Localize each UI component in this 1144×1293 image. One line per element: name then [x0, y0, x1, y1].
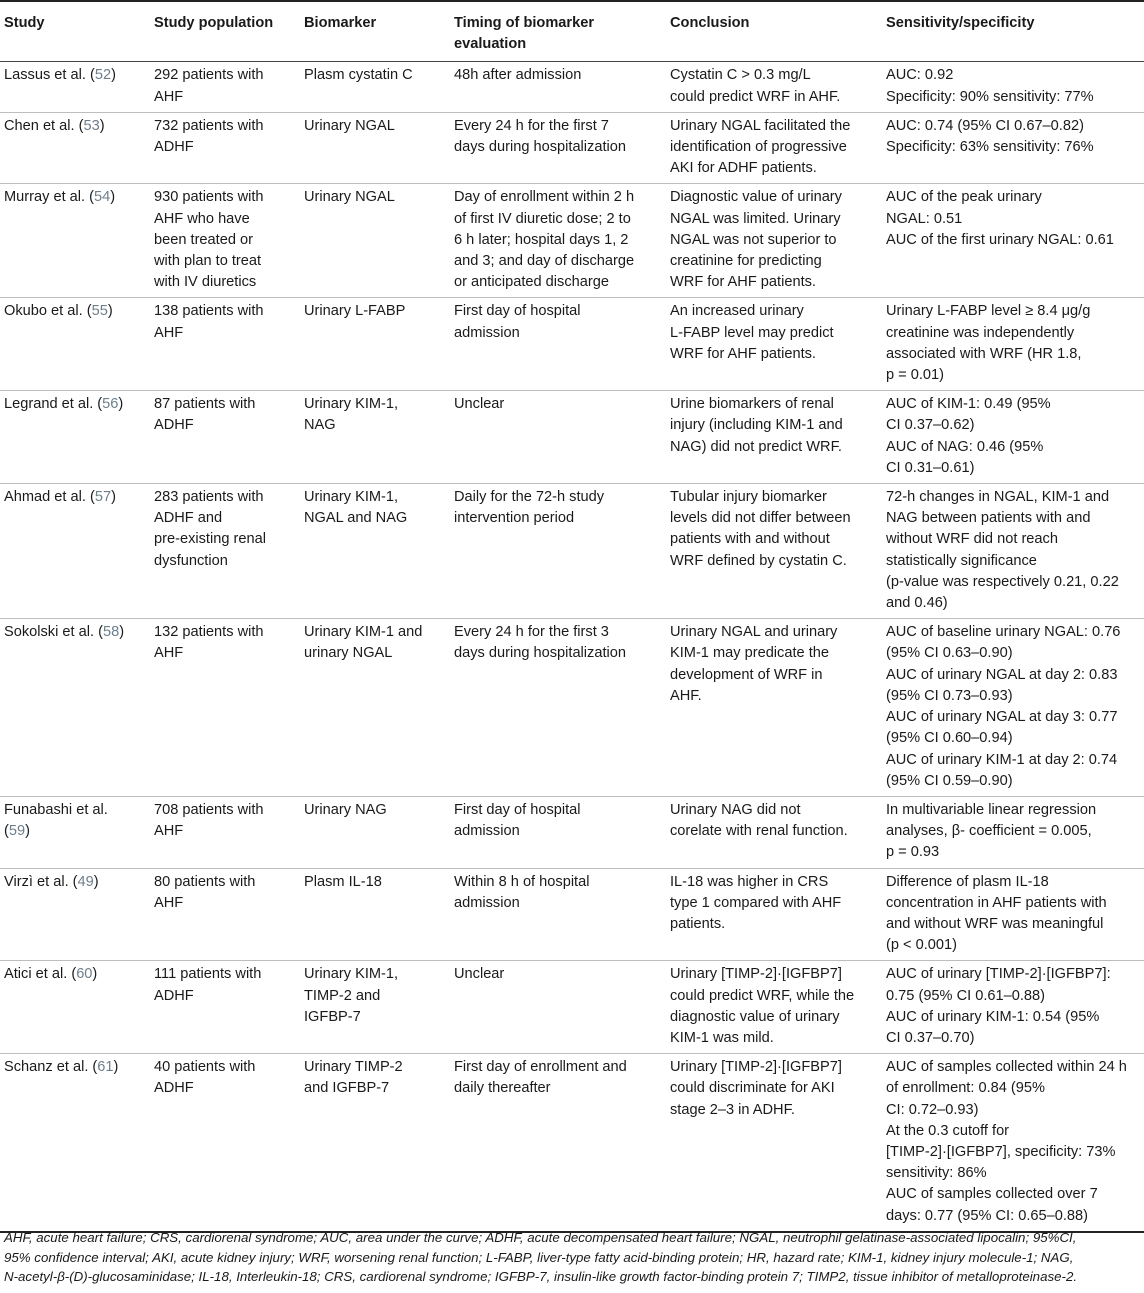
cell-text-line: CI 0.31–0.61)	[886, 459, 975, 476]
study-paren-close: )	[25, 823, 30, 840]
study-name-line	[4, 800, 146, 821]
cell-text-line: levels did not differ between	[670, 510, 851, 527]
biomarker-cell	[300, 62, 450, 112]
header-sensitivity-specificity: Sensitivity/specificity	[882, 1, 1144, 62]
cell-text-line: Urinary L-FABP level ≥ 8.4 μg/g	[886, 303, 1091, 320]
cell-text-line: (95% CI 0.60–0.94)	[886, 730, 1013, 747]
study-cell	[0, 484, 150, 619]
header-timing-line: Timing of biomarker	[454, 15, 595, 31]
cell-text-line: intervention period	[454, 510, 575, 527]
cell-text-line: associated with WRF (HR 1.8,	[886, 345, 1082, 362]
cell-text-line: Urinary L-FABP	[304, 303, 406, 320]
conclusion-cell	[666, 961, 882, 1054]
cell-text-line: Plasm IL-18	[304, 873, 382, 890]
conclusion-cell	[666, 1054, 882, 1232]
sensitivity-specificity-cell	[882, 391, 1144, 484]
cell-text-line: days: 0.77 (95% CI: 0.65–0.88)	[886, 1207, 1089, 1224]
table-row	[0, 484, 1144, 619]
cell-text-line: NGAL was limited. Urinary	[670, 210, 841, 227]
footnote-line: AHF, acute heart failure; CRS, cardiorenal syndrome; AUC, area under the curve; ADHF, acute decompensated heart failure; NGAL, neutrophil gelatinase-associated lipocalin; 95%CI,	[4, 1230, 1077, 1245]
header-study: Study	[0, 1, 150, 62]
cell-text-line: type 1 compared with AHF	[670, 894, 842, 911]
cell-text-line: admission	[454, 324, 520, 341]
timing-cell	[450, 184, 666, 298]
study-cell	[0, 961, 150, 1054]
cell-text-line: analyses, β- coefficient = 0.005,	[886, 823, 1092, 840]
cell-text-line: WRF for AHF patients.	[670, 345, 816, 362]
study-cell	[0, 298, 150, 391]
study-population-cell	[150, 1054, 300, 1232]
timing-cell	[450, 298, 666, 391]
cell-text-line: NAG between patients with and	[886, 510, 1091, 527]
cell-text-line: Urinary NGAL facilitated the	[670, 117, 851, 134]
cell-text-line: Within 8 h of hospital	[454, 873, 590, 890]
conclusion-cell	[666, 868, 882, 961]
sensitivity-specificity-cell	[882, 298, 1144, 391]
biomarker-cell	[300, 298, 450, 391]
cell-text-line: 72-h changes in NGAL, KIM-1 and	[886, 489, 1110, 506]
biomarker-cell	[300, 619, 450, 797]
cell-text-line: CI 0.37–0.70)	[886, 1029, 975, 1046]
cell-text-line: WRF for AHF patients.	[670, 274, 816, 291]
biomarker-cell	[300, 391, 450, 484]
cell-text-line: AUC of urinary [TIMP-2]·[IGFBP7]:	[886, 966, 1111, 983]
reference-link[interactable]: 58	[102, 624, 120, 641]
cell-text-line: NAG	[304, 417, 336, 434]
study-population-cell	[150, 484, 300, 619]
cell-text-line: 80 patients with	[154, 873, 256, 890]
cell-text-line: 930 patients with	[154, 189, 264, 206]
biomarker-cell	[300, 796, 450, 868]
study-population-cell	[150, 868, 300, 961]
cell-text-line: L-FABP level may predict	[670, 324, 834, 341]
cell-text-line: days during hospitalization	[454, 139, 626, 156]
sensitivity-specificity-cell	[882, 184, 1144, 298]
cell-text-line: statistically significance	[886, 552, 1037, 569]
cell-text-line: could predict WRF in AHF.	[670, 88, 841, 105]
reference-link[interactable]: 61	[97, 1059, 114, 1076]
cell-text-line: 6 h later; hospital days 1, 2	[454, 231, 629, 248]
cell-text-line: ADHF	[154, 1080, 194, 1097]
study-cell	[0, 62, 150, 112]
table-row	[0, 868, 1144, 961]
timing-cell	[450, 62, 666, 112]
cell-text-line: NAG) did not predict WRF.	[670, 438, 842, 455]
cell-text-line: patients with and without	[670, 531, 830, 548]
study-paren-close: )	[118, 396, 124, 413]
cell-text-line: AUC of baseline urinary NGAL: 0.76	[886, 624, 1121, 641]
sensitivity-specificity-cell	[882, 1054, 1144, 1232]
study-paren-close: )	[93, 873, 99, 890]
cell-text-line: 132 patients with	[154, 624, 264, 641]
cell-text-line: without WRF did not reach	[886, 531, 1058, 548]
biomarker-cell	[300, 1054, 450, 1232]
cell-text-line: ADHF and	[154, 510, 223, 527]
biomarker-cell	[300, 484, 450, 619]
cell-text-line: AUC of urinary KIM-1 at day 2: 0.74	[886, 751, 1118, 768]
timing-cell	[450, 391, 666, 484]
cell-text-line: 283 patients with	[154, 489, 264, 506]
cell-text-line: Urinary NGAL	[304, 117, 395, 134]
study-name: Virzì et al. (	[4, 873, 78, 890]
biomarker-cell	[300, 112, 450, 184]
sensitivity-specificity-cell	[882, 961, 1144, 1054]
cell-text-line: An increased urinary	[670, 303, 804, 320]
cell-text-line: Urinary NGAL	[304, 189, 395, 206]
cell-text-line: 40 patients with	[154, 1059, 256, 1076]
cell-text-line: Urinary NGAL and urinary	[670, 624, 838, 641]
study-name: Legrand et al. (	[4, 396, 103, 413]
cell-text-line: Unclear	[454, 966, 505, 983]
study-cell	[0, 868, 150, 961]
table-row	[0, 298, 1144, 391]
cell-text-line: AUC of urinary KIM-1: 0.54 (95%	[886, 1008, 1100, 1025]
header-biomarker: Biomarker	[300, 1, 450, 62]
cell-text-line: AUC of urinary NGAL at day 2: 0.83	[886, 666, 1118, 683]
cell-text-line: development of WRF in	[670, 666, 823, 683]
cell-text-line: ADHF	[154, 987, 194, 1004]
cell-text-line: Urinary TIMP-2	[304, 1059, 403, 1076]
cell-text-line: CI 0.37–0.62)	[886, 417, 975, 434]
cell-text-line: Every 24 h for the first 7	[454, 117, 609, 134]
cell-text-line: AUC of samples collected over 7	[886, 1186, 1098, 1203]
cell-text-line: diagnostic value of urinary	[670, 1008, 840, 1025]
cell-text-line: pre-existing renal	[154, 531, 266, 548]
cell-text-line: 48h after admission	[454, 67, 582, 84]
study-cell	[0, 112, 150, 184]
sensitivity-specificity-cell	[882, 484, 1144, 619]
timing-cell	[450, 961, 666, 1054]
cell-text-line: AUC: 0.74 (95% CI 0.67–0.82)	[886, 117, 1084, 134]
cell-text-line: 87 patients with	[154, 396, 256, 413]
cell-text-line: AUC of NAG: 0.46 (95%	[886, 438, 1044, 455]
cell-text-line: (p-value was respectively 0.21, 0.22	[886, 573, 1119, 590]
table-row	[0, 62, 1144, 112]
cell-text-line: ADHF	[154, 139, 194, 156]
timing-cell	[450, 619, 666, 797]
cell-text-line: Daily for the 72-h study	[454, 489, 605, 506]
study-name-line	[4, 1057, 146, 1078]
study-name-line	[4, 872, 146, 893]
reference-link[interactable]: 53	[83, 117, 100, 134]
study-cell	[0, 619, 150, 797]
timing-cell	[450, 1054, 666, 1232]
study-name: Murray et al. (	[4, 189, 95, 206]
cell-text-line: corelate with renal function.	[670, 823, 848, 840]
cell-text-line: KIM-1 may predicate the	[670, 645, 829, 662]
footnote-line: 95% confidence interval; AKI, acute kidney injury; WRF, worsening renal function; L-FABP, liver-type fatty acid-binding protein; HR, hazard rate; KIM-1, kidney injury molecule-1; NAG,	[4, 1249, 1074, 1265]
cell-text-line: AUC of the first urinary NGAL: 0.61	[886, 231, 1114, 248]
cell-text-line: with plan to treat	[154, 253, 262, 270]
study-population-cell	[150, 961, 300, 1054]
cell-text-line: AHF	[154, 894, 184, 911]
cell-text-line: In multivariable linear regression	[886, 801, 1097, 818]
study-paren-close: )	[110, 189, 116, 206]
header-study-population: Study population	[150, 1, 300, 62]
cell-text-line: NGAL was not superior to	[670, 231, 837, 248]
cell-text-line: injury (including KIM-1 and	[670, 417, 843, 434]
sensitivity-specificity-cell	[882, 112, 1144, 184]
study-name-line	[4, 301, 146, 322]
header-timing-line: evaluation	[454, 36, 527, 53]
cell-text-line: Urinary [TIMP-2]·[IGFBP7]	[670, 966, 842, 983]
cell-text-line: and 0.46)	[886, 595, 948, 612]
cell-text-line: AUC of KIM-1: 0.49 (95%	[886, 396, 1051, 413]
cell-text-line: 732 patients with	[154, 117, 264, 134]
cell-text-line: and 3; and day of discharge	[454, 253, 635, 270]
table-row	[0, 1054, 1144, 1232]
study-name-line	[4, 394, 146, 415]
reference-link[interactable]: 54	[94, 189, 111, 206]
header-conclusion: Conclusion	[666, 1, 882, 62]
cell-text-line: admission	[454, 823, 520, 840]
study-population-cell	[150, 298, 300, 391]
cell-text-line: (95% CI 0.73–0.93)	[886, 687, 1013, 704]
cell-text-line: At the 0.3 cutoff for	[886, 1122, 1010, 1139]
biomarker-cell	[300, 961, 450, 1054]
study-cell	[0, 796, 150, 868]
cell-text-line: AHF who have	[154, 210, 250, 227]
study-name: Funabashi et al.	[4, 801, 108, 818]
cell-text-line: Urinary NAG	[304, 801, 387, 818]
reference-link[interactable]: 49	[77, 873, 94, 890]
study-name: Chen et al. (	[4, 117, 84, 134]
cell-text-line: IL-18 was higher in CRS	[670, 873, 829, 890]
cell-text-line: p = 0.93	[886, 844, 940, 861]
cell-text-line: stage 2–3 in ADHF.	[670, 1101, 795, 1118]
cell-text-line: Specificity: 63% sensitivity: 76%	[886, 139, 1094, 156]
cell-text-line: [TIMP-2]·[IGFBP7], specificity: 73%	[886, 1143, 1116, 1160]
cell-text-line: WRF defined by cystatin C.	[670, 552, 847, 569]
table-row	[0, 112, 1144, 184]
header-timing	[450, 1, 666, 62]
cell-text-line: identification of progressive	[670, 139, 847, 156]
study-name-line	[4, 187, 146, 208]
cell-text-line: Urinary KIM-1,	[304, 489, 399, 506]
cell-text-line: 292 patients with	[154, 67, 264, 84]
study-paren-close: )	[119, 624, 125, 641]
conclusion-cell	[666, 391, 882, 484]
study-paren-close: )	[111, 67, 116, 84]
cell-text-line: AUC of urinary NGAL at day 3: 0.77	[886, 709, 1118, 726]
study-population-cell	[150, 62, 300, 112]
table-footnote	[4, 1228, 1140, 1287]
conclusion-cell	[666, 796, 882, 868]
study-population-cell	[150, 619, 300, 797]
study-population-cell	[150, 391, 300, 484]
sensitivity-specificity-cell	[882, 619, 1144, 797]
conclusion-cell	[666, 298, 882, 391]
cell-text-line: Diagnostic value of urinary	[670, 189, 842, 206]
cell-text-line: AUC of samples collected within 24 h	[886, 1059, 1127, 1076]
cell-text-line: daily thereafter	[454, 1080, 551, 1097]
table-row	[0, 619, 1144, 797]
cell-text-line: Urinary NAG did not	[670, 801, 801, 818]
sensitivity-specificity-cell	[882, 868, 1144, 961]
cell-text-line: could discriminate for AKI	[670, 1080, 835, 1097]
study-name-line	[4, 487, 146, 508]
cell-text-line: Urinary [TIMP-2]·[IGFBP7]	[670, 1059, 842, 1076]
table-body	[0, 62, 1144, 1232]
study-name: Atici et al. (	[4, 966, 77, 983]
cell-text-line: or anticipated discharge	[454, 274, 609, 291]
cell-text-line: Urinary KIM-1 and	[304, 624, 423, 641]
study-population-cell	[150, 112, 300, 184]
cell-text-line: Specificity: 90% sensitivity: 77%	[886, 88, 1094, 105]
timing-cell	[450, 112, 666, 184]
cell-text-line: KIM-1 was mild.	[670, 1029, 774, 1046]
cell-text-line: of first IV diuretic dose; 2 to	[454, 210, 631, 227]
cell-text-line: and without WRF was meaningful	[886, 915, 1104, 932]
table-row	[0, 184, 1144, 298]
cell-text-line: AHF.	[670, 687, 702, 704]
cell-text-line: AHF	[154, 823, 184, 840]
study-paren-close: )	[92, 966, 98, 983]
cell-text-line: AKI for ADHF patients.	[670, 160, 817, 177]
cell-text-line: Day of enrollment within 2 h	[454, 189, 635, 206]
study-name-line	[4, 65, 146, 86]
study-name-line	[4, 116, 146, 137]
cell-text-line: creatinine was independently	[886, 324, 1075, 341]
timing-cell	[450, 796, 666, 868]
study-name: Ahmad et al. (	[4, 489, 95, 506]
conclusion-cell	[666, 619, 882, 797]
cell-text-line: Urinary KIM-1,	[304, 396, 399, 413]
study-paren-close: )	[111, 489, 116, 506]
biomarker-cell	[300, 868, 450, 961]
table-row	[0, 961, 1144, 1054]
cell-text-line: NGAL: 0.51	[886, 210, 963, 227]
cell-text-line: Urine biomarkers of renal	[670, 396, 834, 413]
sensitivity-specificity-cell	[882, 62, 1144, 112]
cell-text-line: Every 24 h for the first 3	[454, 624, 609, 641]
study-name: Lassus et al. (	[4, 67, 95, 84]
cell-text-line: of enrollment: 0.84 (95%	[886, 1080, 1045, 1097]
cell-text-line: 138 patients with	[154, 303, 264, 320]
study-name-line	[4, 622, 146, 643]
cell-text-line: days during hospitalization	[454, 645, 626, 662]
cell-text-line: ADHF	[154, 417, 194, 434]
cell-text-line: Unclear	[454, 396, 505, 413]
footnote-line: N-acetyl-β-(D)-glucosaminidase; IL-18, Interleukin-18; CRS, cardiorenal syndrome; IGFBP-7, insulin-like growth factor-binding protein 7; TIMP2, tissue inhibitor of metalloproteinase-2.	[4, 1269, 1078, 1284]
cell-text-line: First day of hospital	[454, 303, 581, 320]
cell-text-line: AHF	[154, 88, 184, 105]
study-name-line	[4, 964, 146, 985]
cell-text-line: sensitivity: 86%	[886, 1165, 987, 1182]
cell-text-line: could predict WRF, while the	[670, 987, 855, 1004]
conclusion-cell	[666, 484, 882, 619]
sensitivity-specificity-cell	[882, 796, 1144, 868]
timing-cell	[450, 868, 666, 961]
cell-text-line: 111 patients with	[154, 966, 262, 983]
study-cell	[0, 391, 150, 484]
cell-text-line: Difference of plasm IL-18	[886, 873, 1049, 890]
cell-text-line: IGFBP-7	[304, 1008, 361, 1025]
cell-text-line: TIMP-2 and	[304, 987, 381, 1004]
cell-text-line: urinary NGAL	[304, 645, 393, 662]
cell-text-line: First day of enrollment and	[454, 1059, 627, 1076]
cell-text-line: with IV diuretics	[154, 274, 257, 291]
timing-cell	[450, 484, 666, 619]
table-row	[0, 391, 1144, 484]
biomarker-cell	[300, 184, 450, 298]
cell-text-line: and IGFBP-7	[304, 1080, 390, 1097]
table-row	[0, 796, 1144, 868]
study-name: Sokolski et al. (	[4, 624, 103, 641]
cell-text-line: Tubular injury biomarker	[670, 489, 827, 506]
study-name: Okubo et al. (	[4, 303, 92, 320]
study-paren-open: (	[4, 823, 9, 840]
reference-link[interactable]: 55	[91, 303, 108, 320]
study-paren-close: )	[113, 1059, 119, 1076]
study-cell	[0, 184, 150, 298]
conclusion-cell	[666, 112, 882, 184]
cell-text-line: CI: 0.72–0.93)	[886, 1101, 979, 1118]
conclusion-cell	[666, 184, 882, 298]
study-paren-close: )	[107, 303, 113, 320]
table-header	[0, 1, 1144, 62]
study-population-cell	[150, 184, 300, 298]
study-name-line	[4, 821, 146, 842]
reference-link[interactable]: 60	[76, 966, 93, 983]
cell-text-line: concentration in AHF patients with	[886, 894, 1107, 911]
reference-link[interactable]: 56	[102, 396, 119, 413]
cell-text-line: (p < 0.001)	[886, 937, 957, 954]
reference-link[interactable]: 52	[94, 67, 112, 84]
study-population-cell	[150, 796, 300, 868]
cell-text-line: Cystatin C > 0.3 mg/L	[670, 67, 811, 84]
reference-link[interactable]: 57	[94, 489, 112, 506]
cell-text-line: dysfunction	[154, 552, 228, 569]
cell-text-line: (95% CI 0.59–0.90)	[886, 772, 1013, 789]
cell-text-line: Urinary KIM-1,	[304, 966, 399, 983]
cell-text-line: 708 patients with	[154, 801, 264, 818]
cell-text-line: AHF	[154, 324, 184, 341]
study-paren-close: )	[99, 117, 105, 134]
cell-text-line: p = 0.01)	[886, 367, 945, 384]
cell-text-line: AHF	[154, 645, 184, 662]
cell-text-line: 0.75 (95% CI 0.61–0.88)	[886, 987, 1046, 1004]
cell-text-line: creatinine for predicting	[670, 253, 822, 270]
cell-text-line: admission	[454, 894, 520, 911]
study-cell	[0, 1054, 150, 1232]
conclusion-cell	[666, 62, 882, 112]
cell-text-line: been treated or	[154, 231, 253, 248]
cell-text-line: patients.	[670, 915, 726, 932]
cell-text-line: Plasm cystatin C	[304, 67, 413, 84]
study-name: Schanz et al. (	[4, 1059, 98, 1076]
reference-link[interactable]: 59	[8, 823, 26, 840]
cell-text-line: AUC: 0.92	[886, 67, 954, 84]
cell-text-line: NGAL and NAG	[304, 510, 408, 527]
cell-text-line: First day of hospital	[454, 801, 581, 818]
cell-text-line: (95% CI 0.63–0.90)	[886, 645, 1013, 662]
cell-text-line: AUC of the peak urinary	[886, 189, 1042, 206]
